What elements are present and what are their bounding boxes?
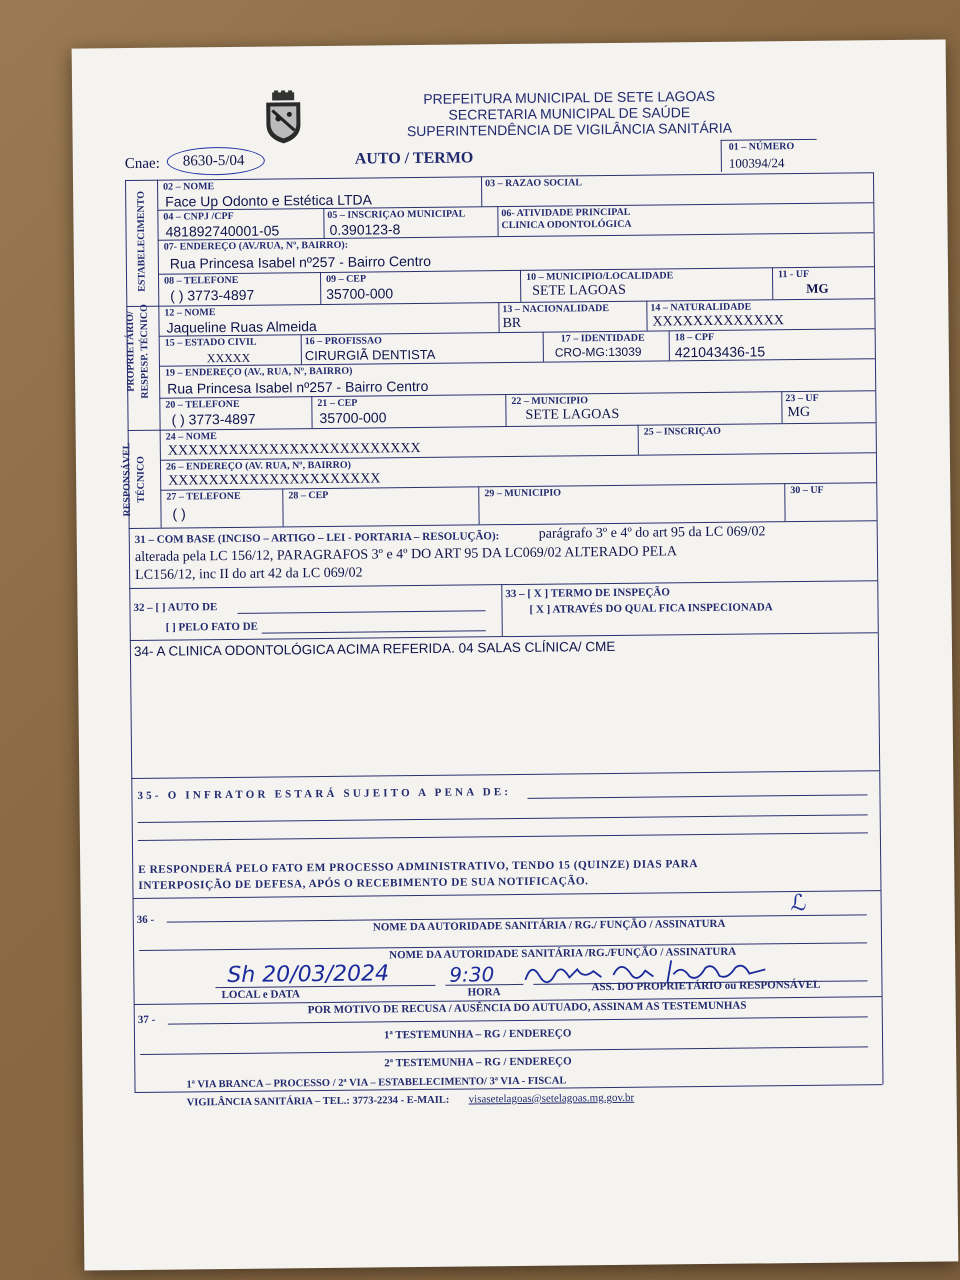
header-line-3: SUPERINTENDÊNCIA DE VIGILÂNCIA SANITÁRIA: [406, 119, 733, 140]
auto-de-checkbox[interactable]: 32 – [ ] AUTO DE: [133, 601, 218, 614]
handwritten-local-data: Sh 20/03/2024: [227, 961, 390, 989]
resp-uf-label: 30 – UF: [790, 484, 824, 497]
pena-label: 35- O INFRATOR ESTARÁ SUJEITO A PENA DE:: [137, 786, 512, 802]
testemunha-1-label: 1ª TESTEMUNHA – RG / ENDEREÇO: [383, 1027, 572, 1042]
pelo-fato-checkbox[interactable]: [ ] PELO FATO DE: [165, 620, 259, 634]
proprietario-estado-civil: XXXXX: [206, 350, 251, 366]
proprietario-nome: Jaqueline Ruas Almeida: [166, 318, 317, 336]
local-data-label: LOCAL e DATA: [221, 988, 301, 1002]
processo-text-2: INTERPOSIÇÃO DE DEFESA, APÓS O RECEBIMENTO DE SUA NOTIFICAÇÃO.: [138, 875, 589, 892]
prop-endereco-label: 19 – ENDEREÇO (AV., RUA, Nº, BAIRRO): [164, 365, 353, 379]
num-37: 37 -: [137, 1013, 156, 1026]
testemunha-2-label: 2ª TESTEMUNHA – RG / ENDEREÇO: [384, 1055, 572, 1070]
footer-email-link[interactable]: visasetelagoas@setelagoas.mg.gov.br: [468, 1091, 635, 1106]
endereco-label: 07- ENDEREÇO (AV./RUA, Nº, BAIRRO):: [163, 239, 349, 253]
estado-civil-label: 15 – ESTADO CIVIL: [164, 336, 257, 349]
footer-contato: VIGILÂNCIA SANITÁRIA – TEL.: 3773-2234 - E-MAIL:: [186, 1094, 450, 1109]
estabelecimento-endereco: Rua Princesa Isabel nº257 - Bairro Centro: [169, 252, 432, 272]
prop-telefone-label: 20 – TELEFONE: [165, 398, 240, 411]
num-36: 36 -: [136, 913, 155, 926]
responsavel-endereco: XXXXXXXXXXXXXXXXXXXXX: [168, 471, 381, 489]
handwritten-hora: 9:30: [449, 962, 495, 987]
section-estabelecimento: ESTABELECIMENTO: [135, 190, 148, 292]
proprietario-cep: 35700-000: [319, 409, 387, 427]
proprietario-nacionalidade: BR: [502, 315, 522, 332]
base-legal-text-1: parágrafo 3º e 4º do art 95 da LC 069/02: [538, 524, 766, 542]
nome-label: 02 – NOME: [163, 181, 215, 193]
autoridade-signature-mark: ℒ: [790, 890, 807, 917]
resp-telefone-label: 27 – TELEFONE: [166, 490, 241, 503]
termo-inspecao-checkbox[interactable]: 33 – [ X ] TERMO DE INSPEÇÃO: [505, 586, 670, 601]
proprietario-telefone: ( ) 3773-4897: [171, 410, 256, 428]
form-sheet: [72, 39, 959, 1270]
autoridade-1-label: NOME DA AUTORIDADE SANITÁRIA / RG./ FUNÇÃO / ASSINATURA: [372, 917, 726, 934]
profissao-label: 16 – PROFISSAO: [304, 335, 382, 348]
responsavel-telefone: ( ): [172, 505, 186, 522]
cnpj-label: 04 – CNPJ /CPF: [163, 210, 234, 223]
prop-municipio-label: 22 – MUNICIPIO: [511, 395, 589, 408]
descricao-text: 34- A CLINICA ODONTOLÓGICA ACIMA REFERIDA. 04 SALAS CLÍNICA/ CME: [133, 638, 616, 659]
estabelecimento-atividade: CLINICA ODONTOLÓGICA: [501, 218, 632, 232]
naturalidade-label: 14 – NATURALIDADE: [650, 301, 752, 314]
numero-label: 01 – NÚMERO: [728, 141, 795, 153]
recusa-text: POR MOTIVO DE RECUSA / AUSÊNCIA DO AUTUADO, ASSINAM AS TESTEMUNHAS: [307, 999, 747, 1017]
base-legal-label: 31 – COM BASE (INCISO – ARTIGO – LEI - PORTARIA – RESOLUÇÃO):: [134, 530, 500, 546]
section-proprietario: PROPRIETÁRIO/: [124, 311, 137, 392]
cnae-value: 8630-5/04: [182, 152, 245, 170]
responsavel-nome: XXXXXXXXXXXXXXXXXXXXXXXXX: [167, 440, 421, 459]
nacionalidade-label: 13 – NACIONALIDADE: [502, 302, 610, 316]
proprietario-municipio: SETE LAGOAS: [525, 406, 620, 423]
section-responsavel: RESPONSÁVEL: [121, 442, 134, 517]
municipio-label: 10 – MUNICIPIO/LOCALIDADE: [525, 270, 674, 283]
resp-endereco-label: 26 – ENDEREÇO (AV. RUA, Nº, BAIRRO): [165, 459, 351, 473]
resp-inscricao-label: 25 – INSCRIÇAO: [643, 425, 721, 438]
proprietario-profissao: CIRURGIÃ DENTISTA: [304, 346, 436, 364]
proprietario-cpf: 421043436-15: [674, 343, 766, 361]
atraves-checkbox[interactable]: [ X ] ATRAVÉS DO QUAL FICA INSPECIONADA: [529, 601, 773, 616]
estabelecimento-uf: MG: [806, 280, 829, 296]
base-legal-text-2: alterada pela LC 156/12, PARAGRAFOS 3º e 4º DO ART 95 DA LC069/02 ALTERADO PELA: [134, 544, 678, 565]
prop-nome-label: 12 – NOME: [164, 307, 216, 319]
autoridade-2-label: NOME DA AUTORIDADE SANITÁRIA /RG./FUNÇÃO / ASSINATURA: [389, 945, 737, 962]
identidade-label: 17 – IDENTIDADE: [560, 332, 645, 345]
footer-vias: 1ª VIA BRANCA – PROCESSO / 2ª VIA – ESTABELECIMENTO/ 3ª VIA - FISCAL: [186, 1075, 567, 1091]
resp-cep-label: 28 – CEP: [288, 489, 329, 502]
cep-label: 09 – CEP: [325, 273, 367, 285]
proprietario-endereco: Rua Princesa Isabel nº257 - Bairro Centro: [167, 377, 429, 397]
atividade-label: 06- ATIVIDADE PRINCIPAL: [501, 206, 631, 220]
assinatura-label: ASS. DO PROPRIETÁRIO ou RESPONSÁVEL: [591, 978, 821, 994]
numero-value: 100394/24: [728, 155, 785, 171]
inscricao-label: 05 – INSCRIÇAO MUNICIPAL: [327, 208, 466, 221]
estabelecimento-municipio: SETE LAGOAS: [532, 282, 627, 299]
header-line-1: PREFEITURA MUNICIPAL DE SETE LAGOAS: [423, 87, 716, 107]
telefone-label: 08 – TELEFONE: [164, 274, 239, 287]
section-resp-tecnico: RESPESP. TÉCNICO: [138, 304, 151, 399]
document-title: AUTO / TERMO: [354, 149, 474, 168]
base-legal-text-3: LC156/12, inc II do art 42 da LC 069/02: [135, 565, 363, 583]
prop-uf-label: 23 – UF: [785, 392, 819, 405]
razao-label: 03 – RAZAO SOCIAL: [485, 177, 583, 190]
proprietario-identidade: CRO-MG:13039: [554, 344, 642, 360]
estabelecimento-cnpj: 481892740001-05: [165, 222, 280, 240]
resp-municipio-label: 29 – MUNICIPIO: [484, 487, 562, 500]
estabelecimento-inscricao: 0.390123-8: [329, 221, 401, 238]
resp-nome-label: 24 – NOME: [165, 431, 217, 443]
hora-label: HORA: [467, 986, 501, 999]
processo-text-1: E RESPONDERÁ PELO FATO EM PROCESSO ADMINISTRATIVO, TENDO 15 (QUINZE) DIAS PARA: [138, 858, 699, 876]
estabelecimento-nome: Face Up Odonto e Estética LTDA: [165, 191, 373, 210]
cnae-label: Cnae:: [124, 155, 160, 173]
estabelecimento-telefone: ( ) 3773-4897: [170, 286, 255, 304]
cpf-label: 18 – CPF: [674, 331, 715, 344]
estabelecimento-cep: 35700-000: [326, 285, 394, 302]
proprietario-uf: MG: [787, 404, 811, 421]
prop-cep-label: 21 – CEP: [317, 397, 358, 410]
header-line-2: SECRETARIA MUNICIPAL DE SAÚDE: [448, 104, 691, 123]
proprietario-naturalidade: XXXXXXXXXXXXX: [652, 313, 785, 330]
uf-label: 11 - UF: [777, 268, 810, 281]
section-tecnico: TÉCNICO: [135, 456, 147, 503]
